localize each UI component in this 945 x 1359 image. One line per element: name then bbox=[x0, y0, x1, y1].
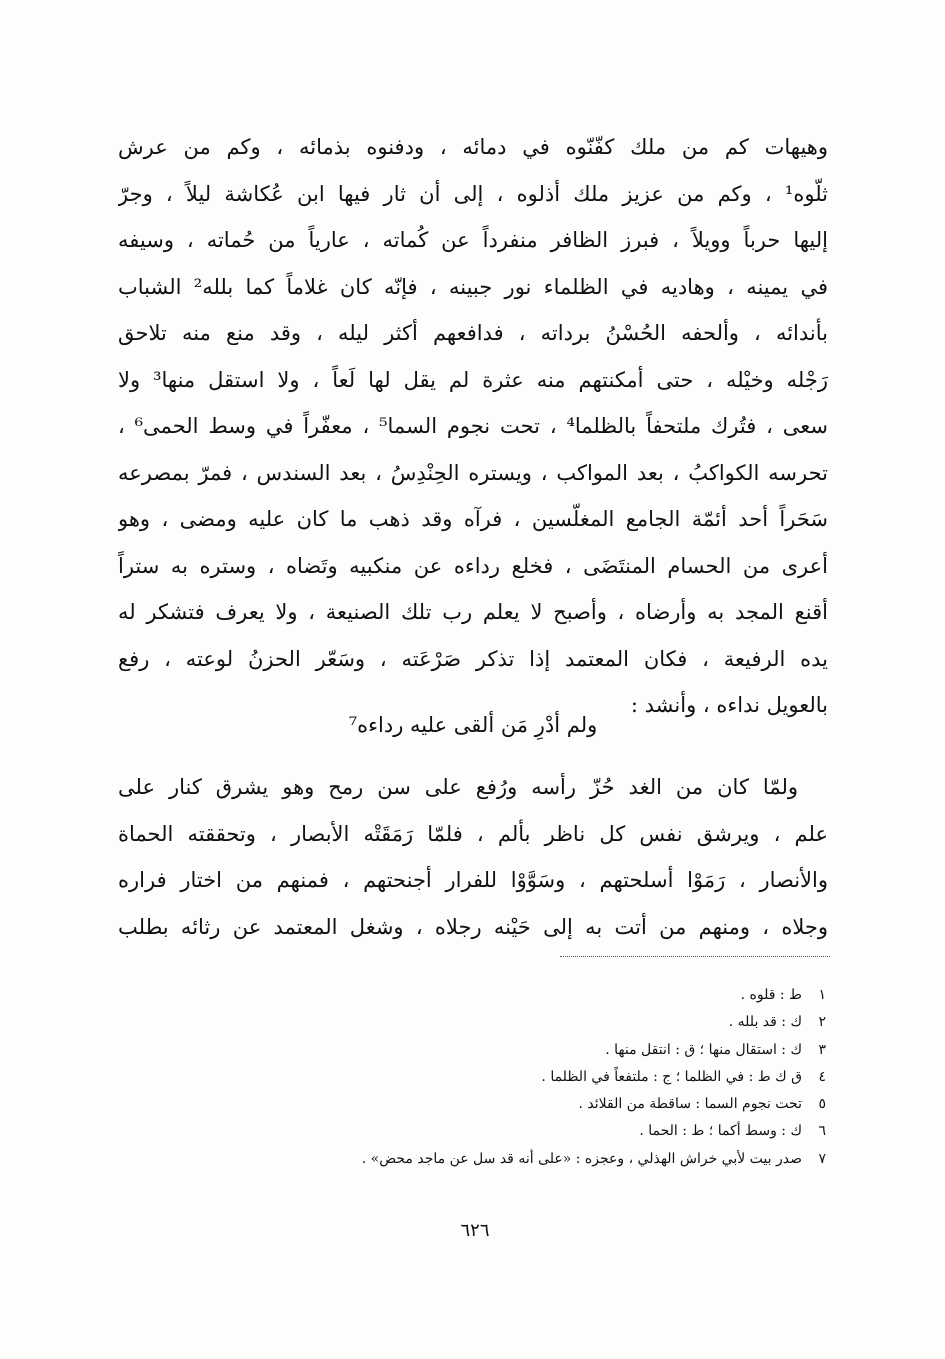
text-line: ثلّوه¹ ، وكم من عزيز ملك أذلوه ، إلى أن ثار فيها ابن عُكاشة ليلاً ، وجرّ bbox=[118, 181, 828, 206]
footnote-number: ٦ bbox=[818, 1123, 826, 1140]
text-line: في يمينه ، وهاديه في الظلماء نور جبينه ، فإنّه كان غلاماً كما بلله² الشباب bbox=[118, 274, 828, 299]
text-line: ولمّا كان من الغد حُزّ رأسه ورُفع على سن رمح وهو يشرق كنار على bbox=[118, 775, 798, 799]
text-line: سَحَراً أحد أئمّة الجامع المغلّسين ، فرآه وقد ذهب ما كان عليه ومضى ، وهو bbox=[118, 507, 828, 531]
text-line: إليها حرباً وويلاً ، فبرز الظافر منفرداً عن كُماته ، عارياً من حُماته ، وسيفه bbox=[118, 228, 828, 252]
text-line: وهيهات كم من ملك كفّنّوه في دمائه ، ودفنوه بذمائه ، وكم من عرش bbox=[118, 135, 828, 159]
footnote bbox=[200, 1118, 826, 1145]
footnote-number: ٧ bbox=[818, 1150, 826, 1167]
text-line: علم ، ويرشق نفس كل ناظر بألم ، فلمّا رَمَقَتْه الأبصار ، وتحققته الحماة bbox=[118, 821, 828, 846]
text-line: أقنع المجد به وأرضاه ، وأصبح لا يعلم رب تلك الصنيعة ، ولا يعرف فتشكر له bbox=[118, 600, 828, 624]
footnote-number: ٤ bbox=[818, 1068, 826, 1085]
footnote-text: ك : قد بلله . bbox=[728, 1014, 802, 1031]
footnote bbox=[200, 1064, 826, 1091]
footnote-text: ط : قلوه . bbox=[740, 987, 802, 1003]
footnote-separator bbox=[560, 956, 830, 957]
text-line: بأندائه ، وألحفه الحُسْنُ برداته ، فدافعهم أكثر ليله ، وقد منع منه تلاحق bbox=[118, 321, 828, 345]
poem-verse: ولم أدْرِ مَن ألقى عليه رداءه⁷ bbox=[348, 713, 598, 737]
footnote-number: ١ bbox=[818, 987, 826, 1003]
text-line: بالعويل نداءه ، وأنشد : bbox=[630, 693, 828, 717]
footnote bbox=[200, 1146, 826, 1173]
footnote-text: ك : وسط أكما ؛ ط : الحما . bbox=[639, 1123, 802, 1140]
main-paragraph bbox=[118, 124, 828, 729]
footnote-text: تحت نجوم السما : ساقطة من القلائد . bbox=[578, 1096, 802, 1113]
second-paragraph bbox=[118, 764, 828, 950]
text-line: سعى ، فتُرك ملتحفاً بالظلما⁴ ، تحت نجوم السما⁵ ، معفّراً في وسط الحمى⁶ ، bbox=[118, 414, 828, 438]
footnote bbox=[200, 1037, 826, 1064]
footnote bbox=[200, 1009, 826, 1036]
footnote-text: صدر بيت لأبي خراش الهذلي ، وعجزه : «على أنه قد سل عن ماجد محض» . bbox=[361, 1150, 802, 1167]
text-line: تحرسه الكواكبُ ، بعد المواكب ، ويستره الحِنْدِسُ ، بعد السندس ، فمرّ بمصرعه bbox=[118, 460, 828, 485]
footnote-number: ٣ bbox=[818, 1041, 826, 1058]
text-line: رَجْله وخيْله ، حتى أمكنتهم منه عثرة لم يقل لها لَعاً ، ولا استقل منها³ ولا bbox=[118, 367, 828, 392]
footnote-number: ٢ bbox=[818, 1014, 826, 1031]
text-line: والأنصار ، رَمَوْا أسلحتهم ، وسَوَّوْا للفرار أجنحتهم ، فمنهم من اختار فراره bbox=[118, 868, 828, 892]
footnote-text: ك : استقال منها ؛ ق : انتقل منها . bbox=[605, 1041, 802, 1058]
footnotes bbox=[200, 982, 826, 1173]
footnote-text: ق ك ط : في الظلما ؛ ج : ملتفعاً في الظلما . bbox=[541, 1068, 802, 1085]
footnote bbox=[200, 1091, 826, 1118]
text-line: أعرى من الحسام المنتَضَى ، فخلع رداءه عن منكبيه وتَضاه ، وستره به ستراً bbox=[118, 553, 828, 578]
text-line: يده الرفيعة ، فكان المعتمد إذا تذكر صَرْعَته ، وسَعّر الحزنُ لوعته ، رفع bbox=[118, 646, 828, 671]
page-number: ٦٢٦ bbox=[460, 1220, 490, 1241]
footnote-number: ٥ bbox=[818, 1096, 826, 1113]
footnote bbox=[200, 982, 826, 1009]
text-line: وجلاه ، ومنهم من أتت به إلى حَيْنه رجلاه ، وشغل المعتمد عن رثائه بطلب bbox=[118, 914, 828, 939]
